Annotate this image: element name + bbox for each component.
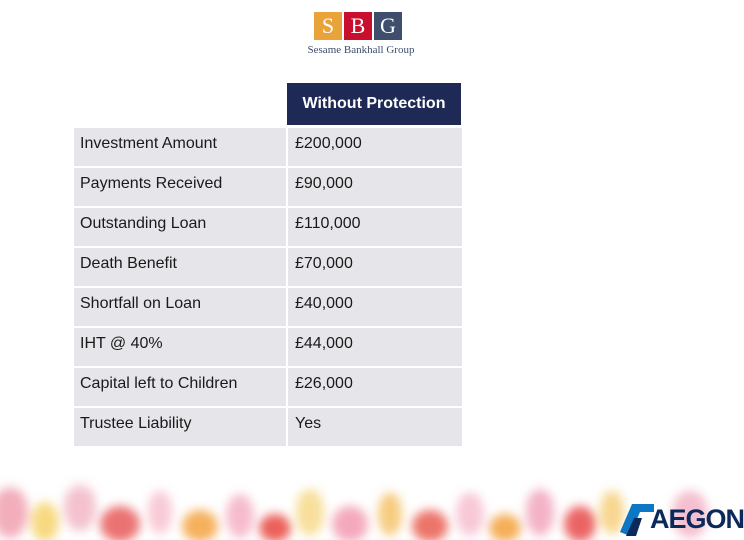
- table-row: [73, 167, 463, 207]
- table-row: [73, 327, 463, 367]
- row-label: Shortfall on Loan: [73, 287, 287, 327]
- decorative-floral-strip: [0, 452, 720, 540]
- row-value: £200,000: [287, 127, 463, 167]
- row-label: Death Benefit: [73, 247, 287, 287]
- logo-letter-g: G: [374, 12, 402, 40]
- row-label: Payments Received: [73, 167, 287, 207]
- row-label: Trustee Liability: [73, 407, 287, 447]
- logo-company-name: Sesame Bankhall Group: [307, 44, 415, 56]
- row-label: Outstanding Loan: [73, 207, 287, 247]
- sbg-logo: [299, 12, 423, 62]
- table-row: [73, 127, 463, 167]
- row-label: Capital left to Children: [73, 367, 287, 407]
- table-row: [73, 407, 463, 447]
- comparison-table: [73, 127, 463, 447]
- row-value: Yes: [287, 407, 463, 447]
- row-value: £90,000: [287, 167, 463, 207]
- table-row: [73, 287, 463, 327]
- row-value: £40,000: [287, 287, 463, 327]
- row-value: £26,000: [287, 367, 463, 407]
- aegon-wing-icon: [620, 502, 654, 538]
- logo-letter-s: S: [314, 12, 342, 40]
- row-value: £70,000: [287, 247, 463, 287]
- table-row: [73, 367, 463, 407]
- row-label: IHT @ 40%: [73, 327, 287, 367]
- table-row: [73, 207, 463, 247]
- row-value: £110,000: [287, 207, 463, 247]
- column-header-without-protection: Without Protection: [287, 83, 461, 125]
- table-row: [73, 247, 463, 287]
- aegon-logo: [620, 502, 744, 538]
- aegon-wordmark: AEGON: [650, 504, 744, 534]
- row-label: Investment Amount: [73, 127, 287, 167]
- logo-letter-b: B: [344, 12, 372, 40]
- row-value: £44,000: [287, 327, 463, 367]
- sbg-logo-mark: [314, 12, 402, 40]
